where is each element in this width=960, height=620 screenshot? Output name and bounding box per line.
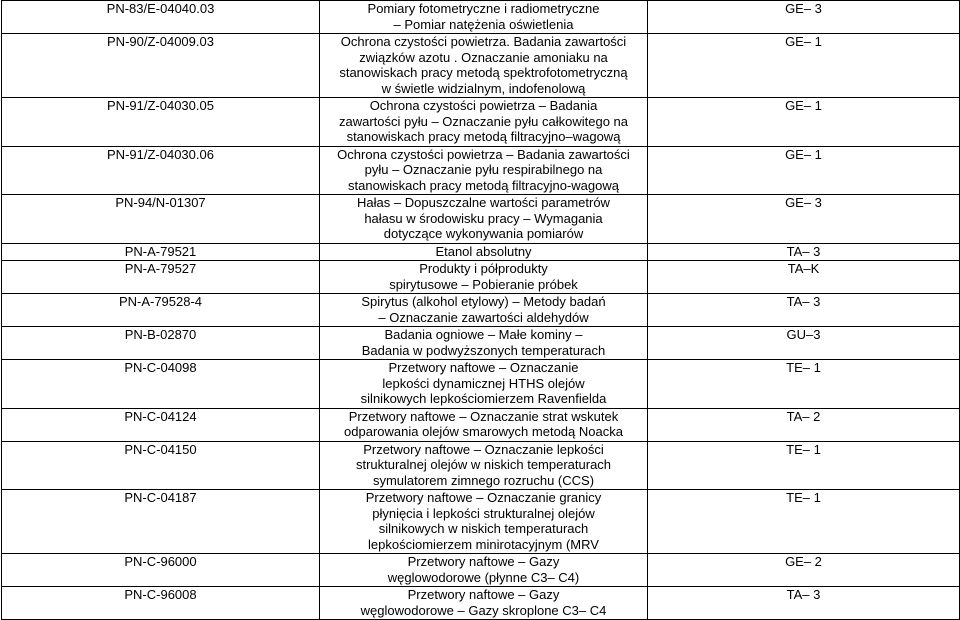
group-code: GE– 1 bbox=[648, 98, 960, 147]
table-row bbox=[2, 587, 960, 620]
table-row bbox=[2, 1, 960, 34]
standard-title-line: silnikowych lepkościomierzem Ravenfielda bbox=[360, 391, 607, 406]
standard-code: PN-A-79528-4 bbox=[2, 294, 320, 327]
standard-code: PN-C-04187 bbox=[2, 490, 320, 554]
group-code: TA– 3 bbox=[648, 294, 960, 327]
standard-code: PN-91/Z-04030.06 bbox=[2, 146, 320, 195]
standard-title bbox=[320, 34, 648, 98]
standard-title bbox=[320, 294, 648, 327]
table-row bbox=[2, 146, 960, 195]
group-code: TA– 3 bbox=[648, 587, 960, 620]
standards-table-body bbox=[2, 1, 960, 620]
standard-title-line: Produkty i półprodukty bbox=[419, 261, 548, 276]
table-row bbox=[2, 261, 960, 294]
standard-title-line: Przetwory naftowe – Gazy bbox=[407, 554, 560, 569]
standard-code: PN-C-04124 bbox=[2, 408, 320, 441]
standard-title-line: Przetwory naftowe – Oznaczanie bbox=[388, 360, 579, 375]
standard-title-line: Przetwory naftowe – Oznaczanie lepkości bbox=[363, 441, 604, 457]
group-code: GE– 3 bbox=[648, 1, 960, 34]
standards-table bbox=[1, 0, 960, 620]
standard-title-line: Pomiary fotometryczne i radiometryczne bbox=[367, 1, 600, 16]
standard-title-line: związków azotu . Oznaczanie amoniaku na bbox=[359, 49, 608, 65]
standard-title bbox=[320, 1, 648, 34]
standard-title-line: Ochrona czystości powietrza – Badania zawartości bbox=[337, 146, 630, 162]
standard-title bbox=[320, 195, 648, 244]
standard-title bbox=[320, 554, 648, 587]
standard-title-line: Etanol absolutny bbox=[435, 243, 532, 259]
group-code: TA– 3 bbox=[648, 243, 960, 261]
standard-title bbox=[320, 146, 648, 195]
standard-code: PN-C-96008 bbox=[2, 587, 320, 620]
group-code: TE– 1 bbox=[648, 441, 960, 490]
table-row bbox=[2, 360, 960, 409]
group-code: GE– 2 bbox=[648, 554, 960, 587]
standard-title-line: lepkości dynamicznej HTHS olejów bbox=[382, 375, 585, 391]
standard-title-line: – Oznaczanie zawartości aldehydów bbox=[378, 309, 589, 325]
standard-title bbox=[320, 490, 648, 554]
standard-code: PN-C-96000 bbox=[2, 554, 320, 587]
group-code: TE– 1 bbox=[648, 490, 960, 554]
group-code: TA– 2 bbox=[648, 408, 960, 441]
standard-code: PN-C-04150 bbox=[2, 441, 320, 490]
standard-title-line: stanowiskach pracy metodą spektrofotometryczną bbox=[339, 65, 628, 80]
standard-code: PN-83/E-04040.03 bbox=[2, 1, 320, 34]
standard-code: PN-90/Z-04009.03 bbox=[2, 34, 320, 98]
group-code: GE– 1 bbox=[648, 146, 960, 195]
standard-title-line: odparowania olejów smarowych metodą Noacka bbox=[344, 424, 623, 439]
standard-code: PN-91/Z-04030.05 bbox=[2, 98, 320, 147]
table-row bbox=[2, 34, 960, 98]
standard-title-line: płynięcia i lepkości strukturalnej olejów bbox=[372, 505, 595, 521]
standard-title bbox=[320, 327, 648, 360]
standard-title bbox=[320, 98, 648, 147]
standard-code: PN-94/N-01307 bbox=[2, 195, 320, 244]
standard-title-line: Przetwory naftowe – Gazy bbox=[407, 587, 560, 602]
standard-code: PN-B-02870 bbox=[2, 327, 320, 360]
group-code: GE– 3 bbox=[648, 195, 960, 244]
standard-title-line: lepkościomierzem minirotacyjnym (MRV bbox=[368, 536, 599, 552]
standard-title-line: strukturalnej olejów w niskich temperaturach bbox=[355, 457, 612, 472]
table-row bbox=[2, 441, 960, 490]
table-row bbox=[2, 98, 960, 147]
standard-title bbox=[320, 261, 648, 294]
standard-title bbox=[320, 587, 648, 620]
standard-title-line: – Pomiar natężenia oświetlenia bbox=[393, 16, 574, 32]
standard-title-line: Hałas – Dopuszczalne wartości parametrów bbox=[357, 195, 610, 210]
standard-title-line: Przetwory naftowe – Oznaczanie granicy bbox=[365, 490, 602, 505]
standard-title-line: Ochrona czystości powietrza – Badania bbox=[369, 98, 598, 113]
standard-title-line: spirytusowe – Pobieranie próbek bbox=[389, 276, 578, 292]
standard-title-line: hałasu w środowisku pracy – Wymagania bbox=[364, 210, 603, 226]
standard-code: PN-A-79527 bbox=[2, 261, 320, 294]
group-code: TA–K bbox=[648, 261, 960, 294]
standard-title-line: w świetle widzialnym, indofenolową bbox=[381, 80, 586, 96]
standard-title bbox=[320, 408, 648, 441]
table-row bbox=[2, 294, 960, 327]
standard-title bbox=[320, 243, 648, 261]
standard-title-line: dotyczące wykonywania pomiarów bbox=[383, 226, 584, 241]
standard-title-line: silnikowych w niskich temperaturach bbox=[378, 521, 589, 536]
standard-title-line: Badania ogniowe – Małe kominy – bbox=[384, 327, 583, 342]
table-row bbox=[2, 408, 960, 441]
standard-code: PN-C-04098 bbox=[2, 360, 320, 409]
table-row bbox=[2, 327, 960, 360]
table-row bbox=[2, 243, 960, 261]
group-code: GE– 1 bbox=[648, 34, 960, 98]
standard-title-line: węglowodorowe – Gazy skroplone C3– C4 bbox=[360, 602, 607, 618]
table-row bbox=[2, 195, 960, 244]
table-row bbox=[2, 554, 960, 587]
standard-title-line: Spirytus (alkohol etylowy) – Metody badań bbox=[361, 294, 606, 309]
standard-title bbox=[320, 360, 648, 409]
standard-title-line: Ochrona czystości powietrza. Badania zawartości bbox=[340, 34, 627, 49]
standard-code: PN-A-79521 bbox=[2, 243, 320, 261]
standard-title-line: Badania w podwyższonych temperaturach bbox=[361, 342, 606, 358]
standard-title-line: pyłu – Oznaczanie pyłu respirabilnego na bbox=[364, 162, 603, 177]
standard-title-line: stanowiskach pracy metodą filtracyjno-wagową bbox=[348, 177, 619, 193]
standard-title-line: symulatorem zimnego rozruchu (CCS) bbox=[372, 472, 595, 488]
group-code: TE– 1 bbox=[648, 360, 960, 409]
standard-title-line: stanowiskach pracy metodą filtracyjno–wagową bbox=[346, 129, 621, 144]
standard-title-line: Przetwory naftowe – Oznaczanie strat wskutek bbox=[348, 408, 619, 424]
standard-title-line: zawartości pyłu – Oznaczanie pyłu całkowitego na bbox=[338, 113, 629, 129]
standard-title-line: węglowodorowe (płynne C3– C4) bbox=[387, 569, 580, 585]
group-code: GU–3 bbox=[648, 327, 960, 360]
standard-title bbox=[320, 441, 648, 490]
table-row bbox=[2, 490, 960, 554]
